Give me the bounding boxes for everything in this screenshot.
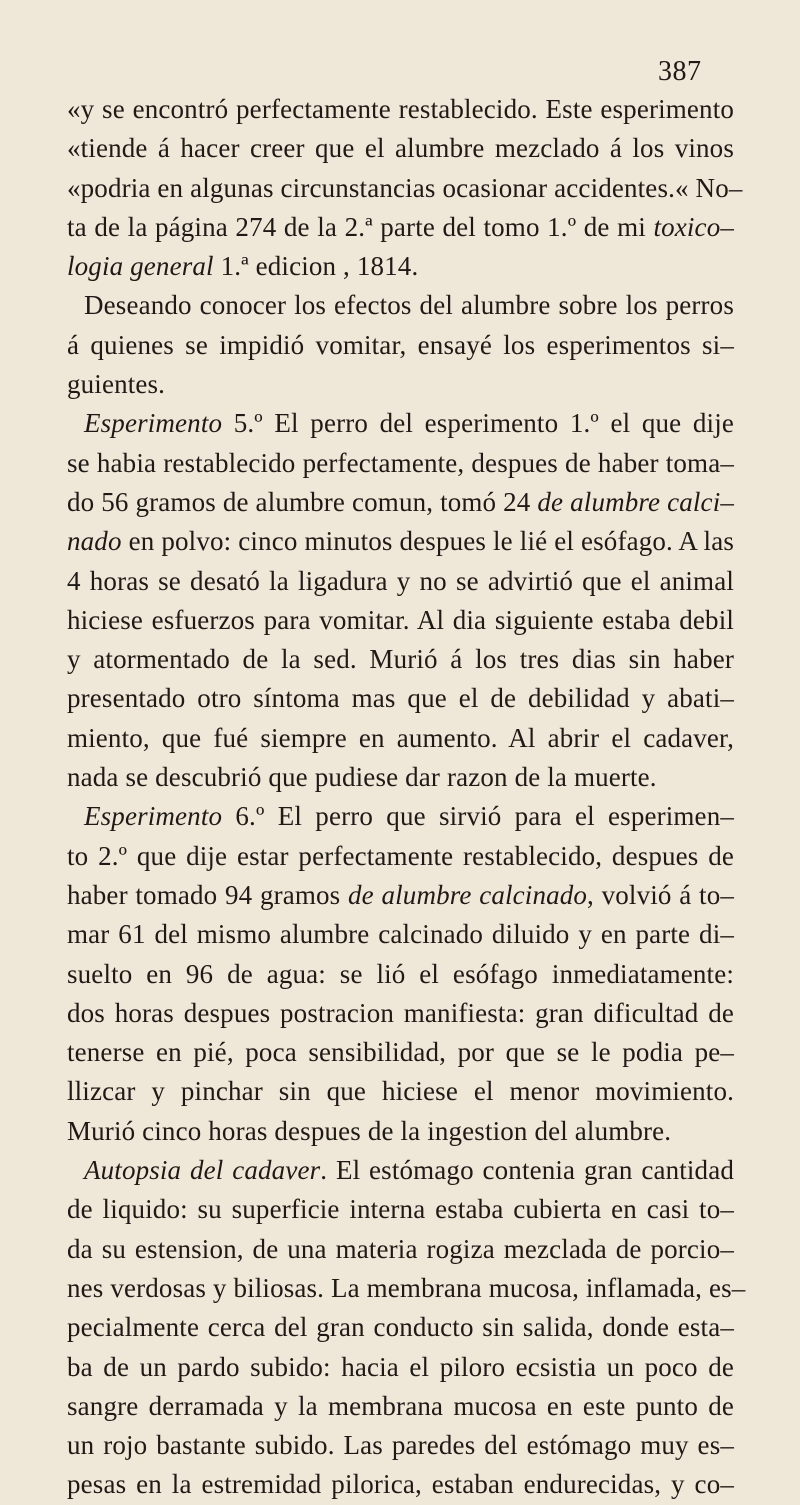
text-line — [67, 483, 734, 522]
text-line — [67, 837, 734, 876]
text-span: pesas en la estremidad pilorica, estaban endurecidas, y co– — [67, 1469, 734, 1500]
text-span: un rojo bastante subido. Las paredes del estómago muy es– — [67, 1430, 734, 1461]
text-span: 5.º El perro del esperimento 1.º el que dije — [222, 408, 734, 439]
text-span: da su estension, de una materia rogiza mezclada de porcio– — [67, 1233, 734, 1264]
text-span: suelto en 96 de agua: se lió el esófago inmediatamente: — [67, 958, 734, 989]
text-line — [67, 758, 734, 797]
italic-text: logia general — [67, 251, 214, 282]
text-span: «y se encontró perfectamente restablecido. Este esperimento — [67, 94, 734, 124]
text-span: ba de un pardo subido: hacia el piloro ecsistia un poco de — [67, 1351, 734, 1382]
text-span: pecialmente cerca del gran conducto sin salida, donde esta– — [67, 1312, 734, 1343]
text-line — [67, 1190, 734, 1229]
text-span: se habia restablecido perfectamente, despues de haber toma– — [67, 447, 734, 478]
text-span: guientes. — [67, 369, 166, 400]
text-line — [67, 915, 734, 954]
text-span: haber tomado 94 gramos — [67, 879, 349, 910]
text-line — [67, 444, 734, 483]
text-span: do 56 gramos de alumbre comun, tomó 24 — [67, 486, 538, 517]
text-line — [67, 326, 734, 365]
text-line — [67, 1072, 734, 1111]
text-line — [67, 1387, 734, 1426]
text-span: en polvo: cinco minutos despues le lié el esófago. A las — [121, 526, 734, 557]
text-span: tenerse en pié, poca sensibilidad, por que se le podia pe– — [67, 1037, 734, 1068]
text-line — [67, 1033, 734, 1072]
text-line — [67, 522, 734, 561]
text-span: 4 horas se desató la ligadura y no se advirtió que el animal — [67, 565, 734, 596]
text-span: miento, que fué siempre en aumento. Al abrir el cadaver, — [67, 722, 734, 753]
text-span: mar 61 del mismo alumbre calcinado diluido y en parte di– — [67, 919, 734, 950]
text-span: ta de la página 274 de la 2.ª parte del tomo 1.º de mi — [67, 211, 654, 242]
text-span: to 2.º que dije estar perfectamente restablecido, despues de — [67, 840, 734, 871]
text-line — [67, 876, 734, 915]
text-span: de liquido: su superficie interna estaba cubierta en casi to– — [67, 1194, 734, 1225]
italic-text: Esperimento — [84, 801, 223, 832]
text-line — [67, 955, 734, 994]
text-span: Murió cinco horas despues de la ingestion del alumbre. — [67, 1115, 672, 1146]
text-line — [67, 404, 734, 443]
text-line — [67, 640, 734, 679]
text-line — [67, 562, 734, 601]
text-span: , volvió á to– — [587, 879, 734, 910]
text-line — [67, 90, 734, 129]
text-line — [67, 169, 743, 208]
text-span: y atormentado de la sed. Murió á los tres dias sin haber — [67, 644, 734, 675]
text-line — [67, 1308, 734, 1347]
text-line — [67, 1348, 734, 1387]
text-line — [67, 797, 734, 836]
text-span: 1.ª edicion , 1814. — [213, 251, 419, 282]
text-line — [67, 994, 734, 1033]
text-line — [67, 286, 734, 325]
italic-text: Esperimento — [84, 408, 223, 439]
page-number: 387 — [658, 56, 702, 87]
text-line — [67, 247, 734, 286]
italic-text: de alumbre calci– — [537, 486, 734, 517]
text-span: nada se descubrió que pudiese dar razon de la muerte. — [67, 762, 657, 793]
text-span: á quienes se impidió vomitar, ensayé los esperimentos si– — [67, 329, 734, 360]
text-span: . El estómago contenia gran cantidad — [320, 1155, 734, 1186]
text-line — [67, 601, 734, 640]
text-line — [67, 1151, 734, 1190]
body-text — [67, 90, 746, 1505]
text-line — [67, 1230, 734, 1269]
text-line — [67, 679, 734, 718]
italic-text: Autopsia del cadaver — [84, 1155, 321, 1186]
text-span: hiciese esfuerzos para vomitar. Al dia siguiente estaba debil — [67, 604, 734, 635]
italic-text: toxico– — [653, 211, 734, 242]
text-span: «podria en algunas circunstancias ocasionar accidentes.« No– — [67, 172, 743, 203]
italic-text: nado — [67, 526, 122, 557]
text-span: nes verdosas y biliosas. La membrana mucosa, inflamada, es– — [67, 1272, 746, 1303]
text-line — [67, 719, 734, 758]
text-span: Deseando conocer los efectos del alumbre sobre los perros — [84, 290, 734, 321]
italic-text: de alumbre calcinado — [348, 879, 588, 910]
text-span: presentado otro síntoma mas que el de debilidad y abati– — [67, 683, 734, 714]
text-line — [67, 129, 734, 168]
text-span: dos horas despues postracion manifiesta: gran dificultad de — [67, 997, 734, 1028]
text-line — [67, 1426, 734, 1465]
text-line — [67, 365, 734, 404]
text-span: «tiende á hacer creer que el alumbre mezclado á los vinos — [67, 133, 734, 164]
text-span: sangre derramada y la membrana mucosa en este punto de — [67, 1390, 734, 1421]
text-line — [67, 1112, 734, 1151]
text-span: llizcar y pinchar sin que hiciese el menor movimiento. — [67, 1076, 734, 1107]
text-line — [67, 208, 734, 247]
text-span: 6.º El perro que sirvió para el esperimen– — [222, 801, 734, 832]
text-line — [67, 1269, 746, 1308]
text-line — [67, 1465, 734, 1504]
